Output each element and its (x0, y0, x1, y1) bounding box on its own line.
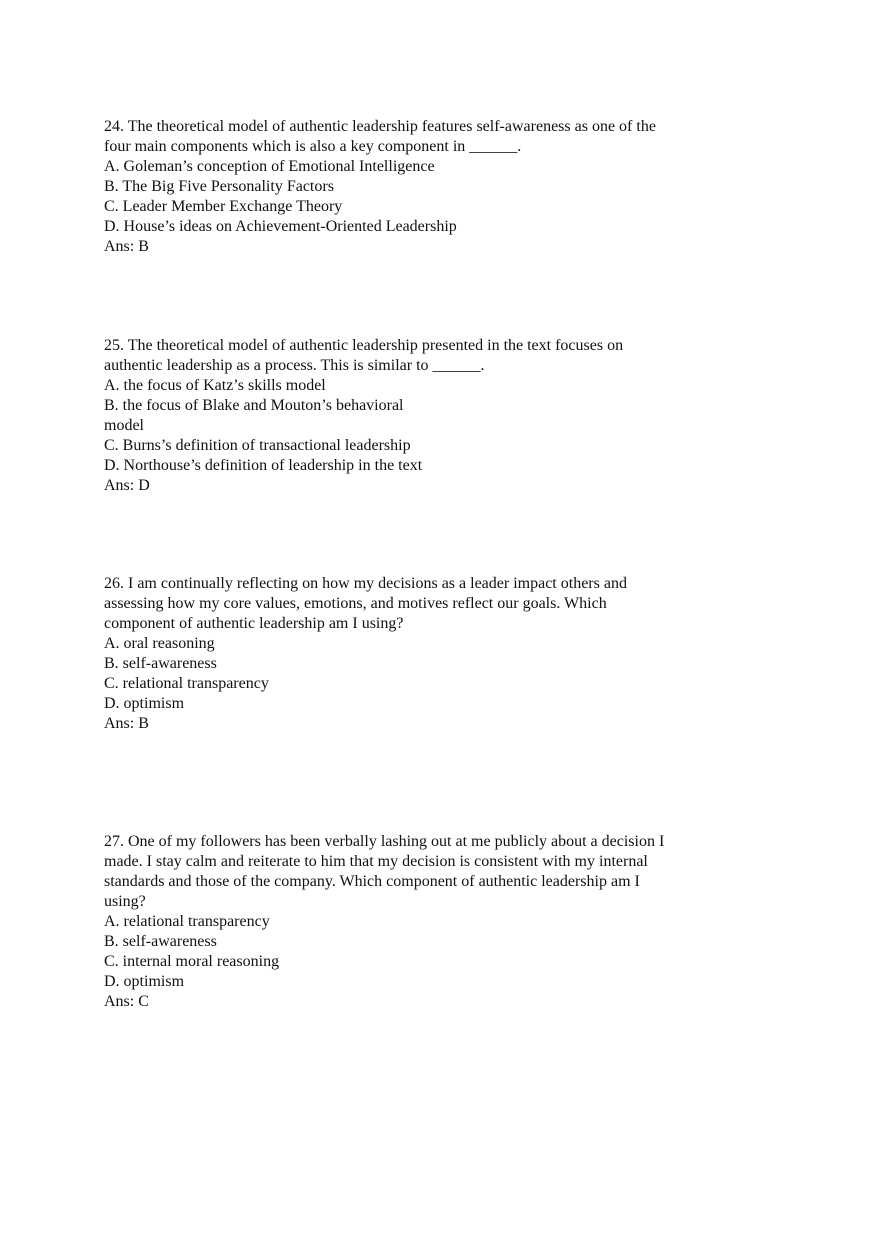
question-stem-line: 26. I am continually reflecting on how my decisions as a leader impact others and (104, 575, 627, 592)
option-a: A. Goleman’s conception of Emotional Intelligence (104, 158, 435, 175)
question-stem-line: using? (104, 893, 146, 910)
option-b-continued: model (104, 417, 144, 434)
question-stem-line: assessing how my core values, emotions, and motives reflect our goals. Which (104, 595, 607, 612)
option-d: D. Northouse’s definition of leadership in the text (104, 457, 423, 474)
question-stem-line: component of authentic leadership am I using? (104, 615, 404, 632)
option-c: C. internal moral reasoning (104, 953, 280, 970)
option-c: C. Leader Member Exchange Theory (104, 198, 343, 215)
option-d: D. optimism (104, 973, 185, 990)
question-25 (104, 336, 724, 496)
question-stem-line: 27. One of my followers has been verbally lashing out at me publicly about a decision I (104, 833, 665, 850)
question-24 (104, 117, 724, 257)
option-c: C. Burns’s definition of transactional leadership (104, 437, 411, 454)
answer-line: Ans: B (104, 715, 149, 732)
option-b: B. self-awareness (104, 933, 217, 950)
option-c: C. relational transparency (104, 675, 269, 692)
question-27 (104, 832, 724, 1012)
question-stem-line: standards and those of the company. Which component of authentic leadership am I (104, 873, 640, 890)
option-b: B. self-awareness (104, 655, 217, 672)
answer-line: Ans: C (104, 993, 149, 1010)
option-b: B. the focus of Blake and Mouton’s behavioral (104, 397, 404, 414)
answer-line: Ans: B (104, 238, 149, 255)
option-a: A. oral reasoning (104, 635, 215, 652)
option-b: B. The Big Five Personality Factors (104, 178, 334, 195)
question-stem-line: made. I stay calm and reiterate to him that my decision is consistent with my internal (104, 853, 648, 870)
question-stem-line: 25. The theoretical model of authentic leadership presented in the text focuses on (104, 337, 624, 354)
question-stem-line: authentic leadership as a process. This is similar to ______. (104, 357, 485, 374)
question-stem-line: 24. The theoretical model of authentic leadership features self-awareness as one of the (104, 118, 656, 135)
option-a: A. relational transparency (104, 913, 270, 930)
option-a: A. the focus of Katz’s skills model (104, 377, 326, 394)
option-d: D. optimism (104, 695, 185, 712)
answer-line: Ans: D (104, 477, 150, 494)
option-d: D. House’s ideas on Achievement-Oriented Leadership (104, 218, 457, 235)
question-26 (104, 574, 724, 734)
question-stem-line: four main components which is also a key component in ______. (104, 138, 522, 155)
